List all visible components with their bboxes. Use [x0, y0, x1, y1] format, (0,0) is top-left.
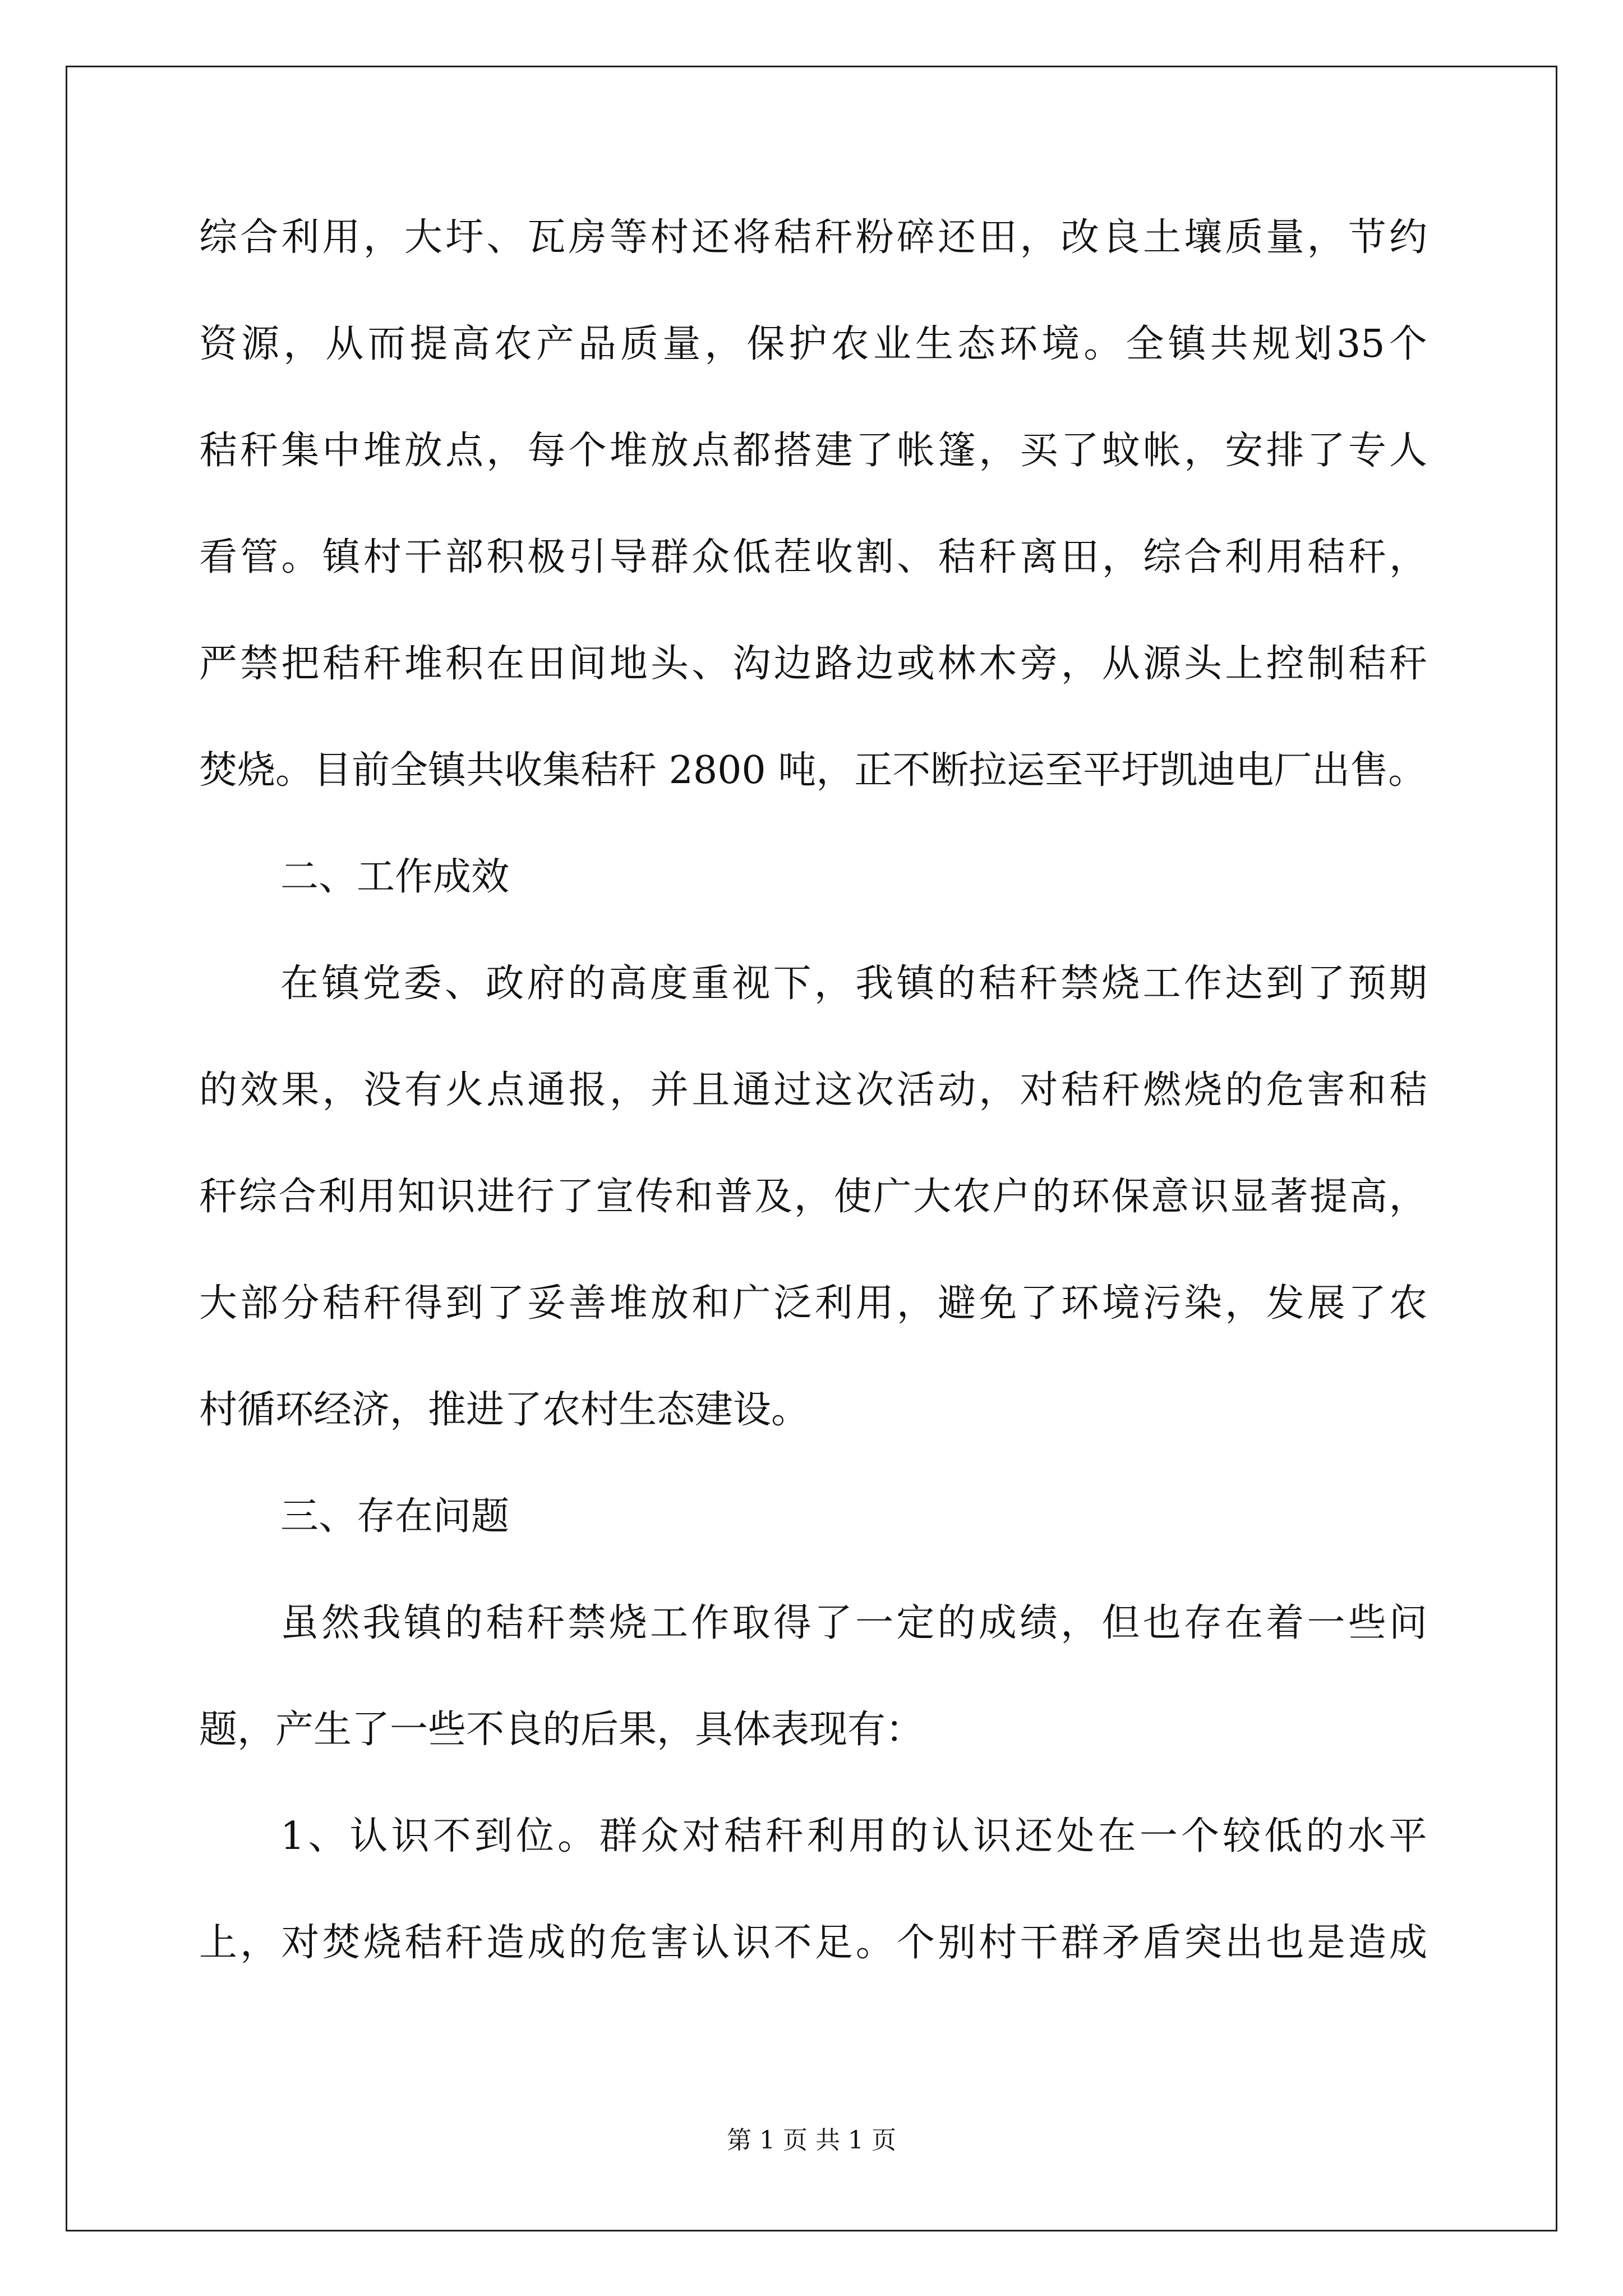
text-line: 资 源 ， 从 而 提 高 农 产 品 质 量 ， 保 护 农 业 生 态 环 境 。 全 镇 共 规 划 35 个 [199, 322, 1427, 366]
text-line: 题，产生了一些不良的后果，具体表现有： [199, 1708, 924, 1752]
section-heading: 三、存在问题 [280, 1494, 510, 1539]
text-line: 大 部 分 秸 秆 得 到 了 妥 善 堆 放 和 广 泛 利 用 ， 避 免 了 环 境 污 染 ， 发 展 了 农 [199, 1281, 1427, 1326]
text-line: 1 、 认 识 不 到 位 。 群 众 对 秸 秆 利 用 的 认 识 还 处 在 一 个 较 低 的 水 平 [280, 1814, 1427, 1858]
text-line: 秆 综 合 利 用 知 识 进 行 了 宣 传 和 普 及 ， 使 广 大 农 户 的 环 保 意 识 显 著 提 高 ， [199, 1175, 1427, 1219]
text-line: 焚烧。目前全镇共收集秸秆 2800 吨，正不断拉运至平圩凯迪电厂出售。 [199, 748, 1427, 793]
text-line: 看 管 。 镇 村 干 部 积 极 引 导 群 众 低 茬 收 割 、 秸 秆 离 田 ， 综 合 利 用 秸 秆 ， [199, 535, 1427, 579]
text-line: 村循环经济，推进了农村生态建设。 [199, 1388, 810, 1432]
text-line: 的 效 果 ， 没 有 火 点 通 报 ， 并 且 通 过 这 次 活 动 ， 对 秸 秆 燃 烧 的 危 害 和 秸 [199, 1068, 1427, 1112]
text-line: 严 禁 把 秸 秆 堆 积 在 田 间 地 头 、 沟 边 路 边 或 林 木 旁 ， 从 源 头 上 控 制 秸 秆 [199, 642, 1427, 686]
text-line: 上 ， 对 焚 烧 秸 秆 造 成 的 危 害 认 识 不 足 。 个 别 村 干 群 矛 盾 突 出 也 是 造 成 [199, 1921, 1427, 1965]
section-heading: 二、工作成效 [280, 855, 510, 899]
text-line: 秸 秆 集 中 堆 放 点 ， 每 个 堆 放 点 都 搭 建 了 帐 篷 ， 买 了 蚊 帐 ， 安 排 了 专 人 [199, 429, 1427, 473]
page-footer: 第 1 页 共 1 页 [727, 2126, 896, 2155]
text-line: 在 镇 党 委 、 政 府 的 高 度 重 视 下 ， 我 镇 的 秸 秆 禁 烧 工 作 达 到 了 预 期 [280, 961, 1427, 1006]
document-body [199, 212, 1427, 2024]
text-line: 虽 然 我 镇 的 秸 秆 禁 烧 工 作 取 得 了 一 定 的 成 绩 ， 但 也 存 在 着 一 些 问 [280, 1601, 1427, 1645]
text-line: 综 合 利 用 ， 大 圩 、 瓦 房 等 村 还 将 秸 秆 粉 碎 还 田 ， 改 良 土 壤 质 量 ， 节 约 [199, 215, 1427, 260]
